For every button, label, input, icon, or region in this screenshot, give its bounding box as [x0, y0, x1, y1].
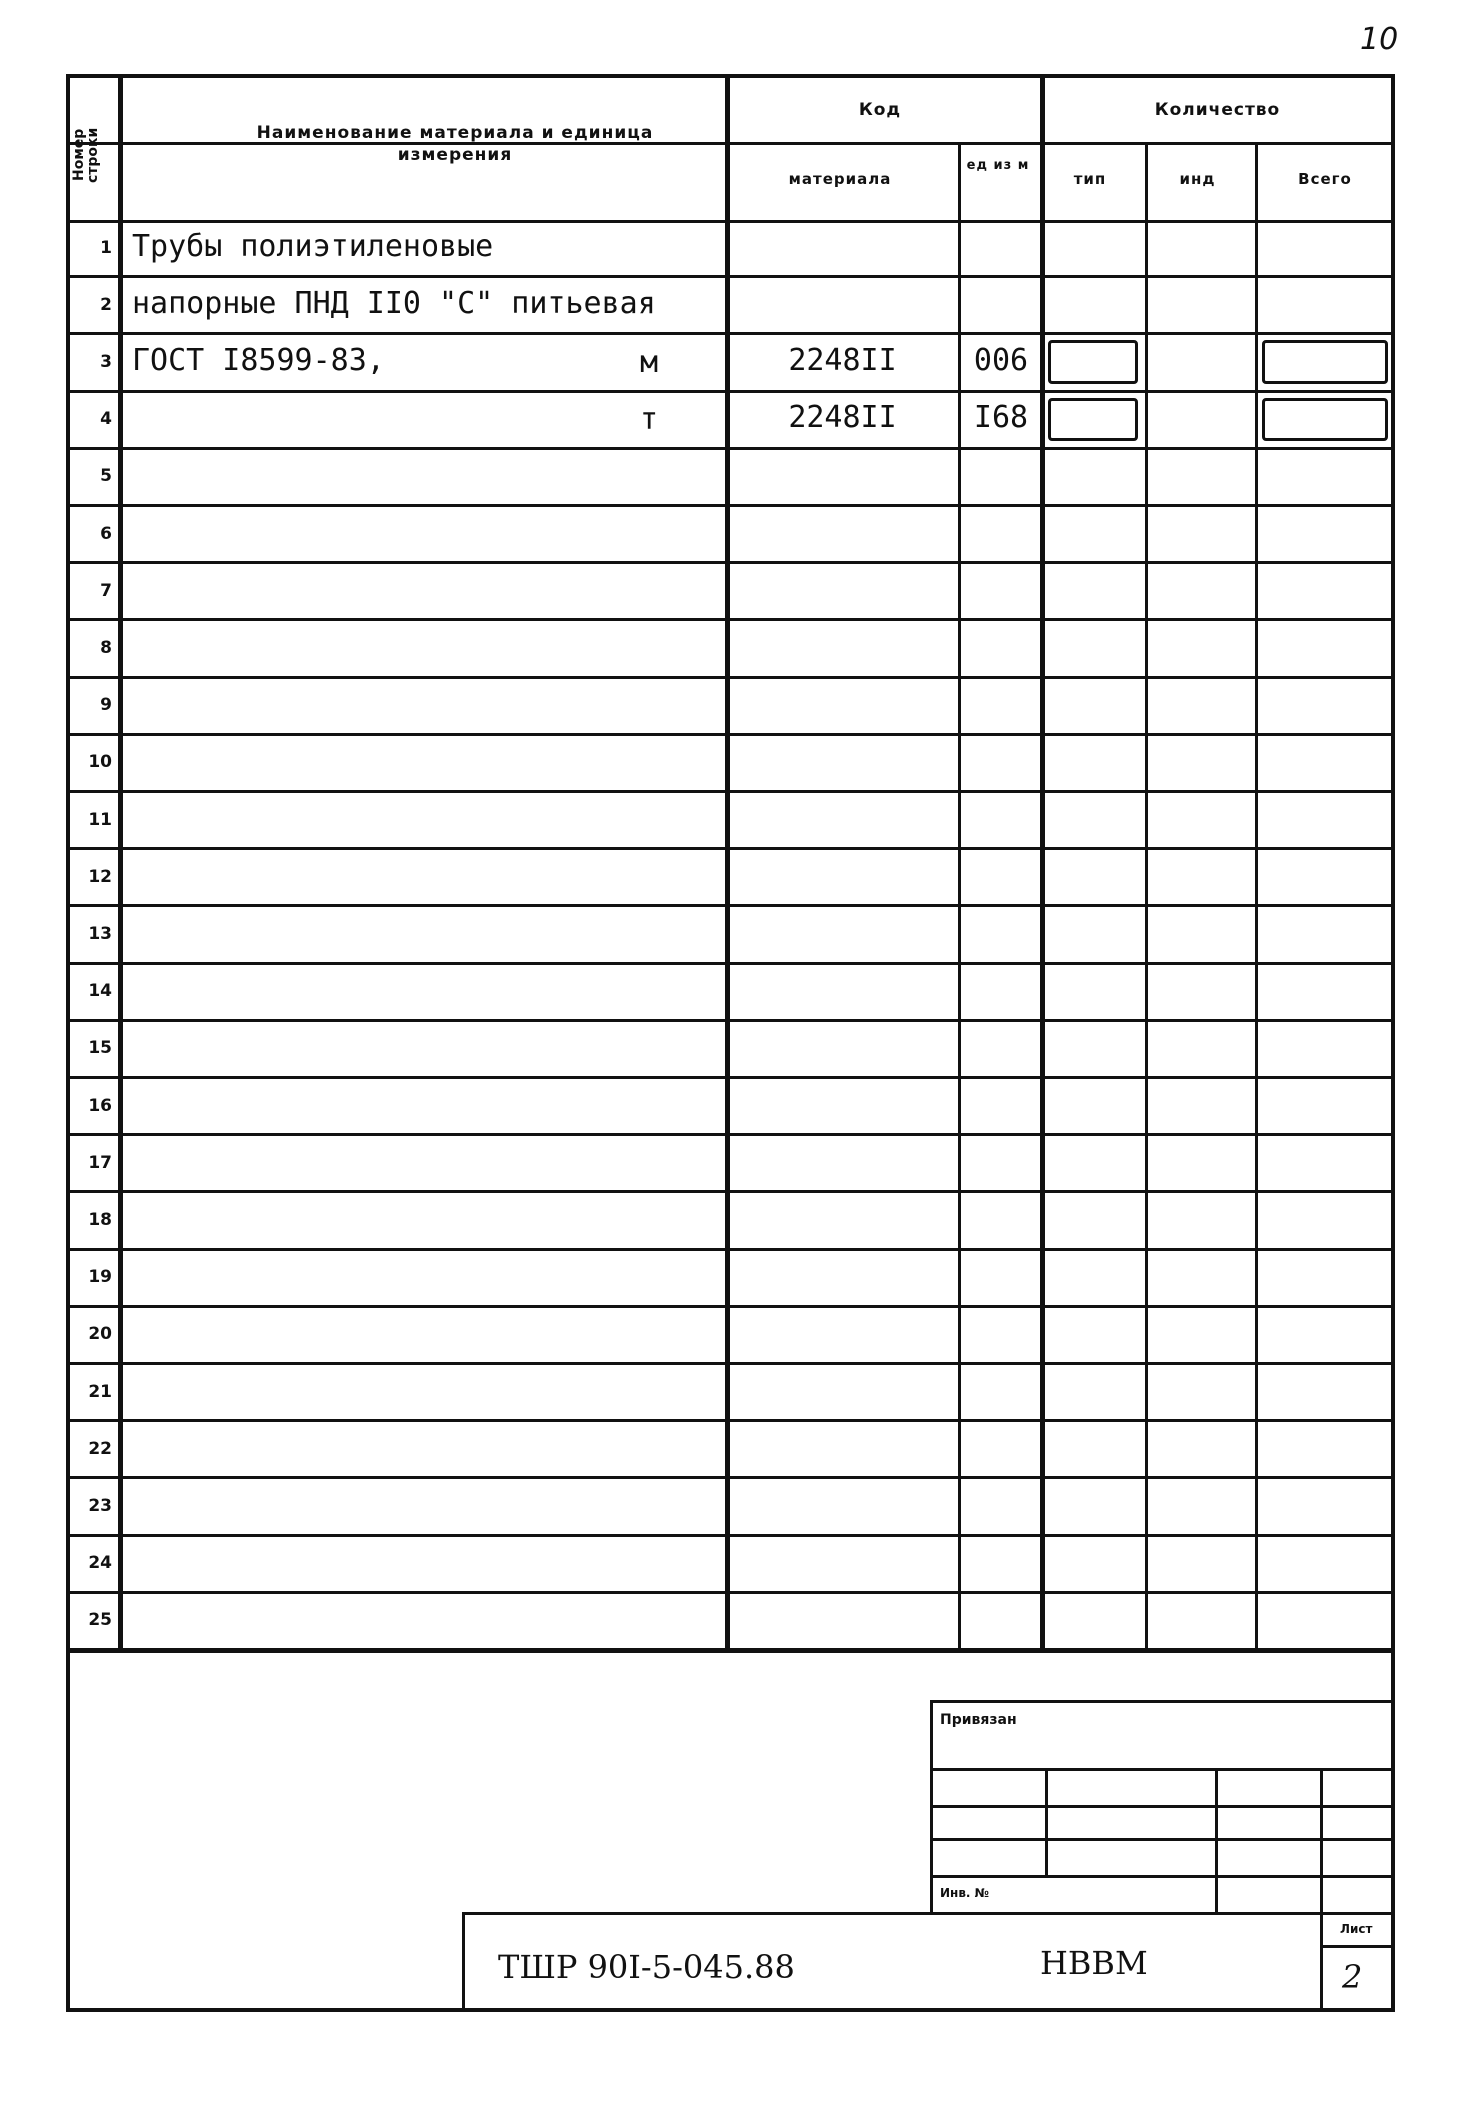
row-line: [66, 1591, 1395, 1594]
row-number: 10: [88, 752, 112, 773]
row-line: [66, 1019, 1395, 1022]
column-line: [118, 74, 123, 1650]
row-number: 1: [100, 237, 112, 258]
row-line: [66, 1534, 1395, 1537]
row-number: 16: [88, 1095, 112, 1116]
row-number: 19: [88, 1267, 112, 1288]
qty-typ-box[interactable]: [1048, 398, 1138, 441]
column-line: [725, 74, 730, 1650]
row-number: 2: [100, 294, 112, 315]
column-line: [958, 142, 961, 1650]
sheet-number: 2: [1342, 1958, 1363, 1996]
row-line: [66, 1190, 1395, 1193]
stamp-inv-label: Инв. №: [940, 1886, 990, 1900]
row-number: 24: [88, 1553, 112, 1574]
stamp-line-3: [930, 1838, 1395, 1841]
row-line: [66, 733, 1395, 736]
row-number: 13: [88, 924, 112, 944]
table-bottom-line: [66, 1650, 1395, 1653]
row-number: 6: [100, 523, 112, 544]
section-code: НВВМ: [1040, 1944, 1148, 1982]
row-number: 11: [88, 809, 112, 830]
stamp-col-3: [1320, 1768, 1323, 2012]
row-number: 4: [100, 409, 112, 430]
row-line: [66, 790, 1395, 793]
header-qty-ind: инд: [1179, 170, 1216, 188]
row-line: [66, 390, 1395, 393]
qty-total-box[interactable]: [1262, 398, 1388, 441]
row-number: 8: [100, 638, 112, 658]
row-number: 25: [88, 1610, 112, 1631]
row-line: [66, 1305, 1395, 1308]
row-number: 7: [100, 580, 112, 601]
header-qty-typ: тип: [1073, 170, 1107, 188]
stamp-attached-label: Привязан: [940, 1712, 1017, 1728]
row-number: 22: [88, 1438, 112, 1459]
stamp-col-2: [1215, 1768, 1218, 1914]
unit-of-measure: т: [640, 402, 659, 438]
sheet-label: Лист: [1340, 1922, 1373, 1936]
column-line: [1040, 74, 1045, 1650]
row-line: [66, 332, 1395, 335]
stamp-line-4: [930, 1875, 1395, 1878]
header-code: Код: [858, 100, 902, 120]
material-code: 2248II: [788, 400, 897, 436]
title-left-line: [462, 1912, 465, 2012]
row-line: [66, 504, 1395, 507]
row-line: [66, 618, 1395, 621]
column-line: [1145, 142, 1148, 1650]
row-line: [66, 1419, 1395, 1422]
header-row-number: Номер строки: [71, 127, 101, 183]
column-line: [1255, 142, 1258, 1650]
row-line: [66, 1248, 1395, 1251]
material-name: напорные ПНД II0 "С" питьевая: [132, 285, 656, 321]
stamp-line-1: [930, 1768, 1395, 1771]
unit-code: 006: [973, 343, 1029, 378]
header-name: Наименование материала и единица измерения: [256, 123, 654, 165]
material-code: 2248II: [788, 343, 897, 378]
row-line: [66, 904, 1395, 907]
row-line: [66, 561, 1395, 564]
row-number: 17: [88, 1152, 112, 1173]
material-name: Трубы полиэтиленовые: [132, 228, 494, 264]
qty-typ-box[interactable]: [1048, 340, 1138, 383]
header-qty-total: Всего: [1298, 170, 1352, 188]
header-code-material: материала: [788, 170, 892, 188]
header-quantity: Количество: [1154, 100, 1281, 120]
row-line: [66, 275, 1395, 278]
row-number: 21: [88, 1381, 112, 1402]
row-number: 23: [88, 1496, 112, 1516]
row-number: 12: [88, 866, 112, 887]
row-line: [66, 962, 1395, 965]
qty-total-box[interactable]: [1262, 340, 1388, 383]
row-number: 3: [100, 352, 112, 372]
title-top-line: [462, 1912, 1395, 1915]
doc-code: ТШР 90I-5-045.88: [498, 1948, 795, 1986]
row-number: 5: [100, 466, 112, 487]
row-line: [66, 1362, 1395, 1365]
row-number: 9: [100, 695, 112, 716]
row-line: [66, 1133, 1395, 1136]
header-bottom-line: [66, 220, 1395, 223]
page-number: 10: [1360, 22, 1399, 57]
sheet-divider: [1320, 1945, 1395, 1948]
material-name: ГОСТ I8599-83,: [132, 343, 385, 378]
stamp-line-2: [930, 1805, 1395, 1808]
row-number: 18: [88, 1210, 112, 1230]
unit-code: I68: [973, 400, 1029, 436]
stamp-top-line: [930, 1700, 1395, 1703]
stamp-col-1: [1045, 1768, 1048, 1875]
row-line: [66, 447, 1395, 450]
unit-of-measure: м: [640, 345, 659, 380]
row-line: [66, 1076, 1395, 1079]
row-line: [66, 847, 1395, 850]
row-number: 15: [88, 1038, 112, 1059]
row-number: 20: [88, 1324, 112, 1345]
row-number: 14: [88, 981, 112, 1002]
header-code-unit: ед из м: [966, 158, 1030, 173]
row-line: [66, 1476, 1395, 1479]
row-line: [66, 676, 1395, 679]
